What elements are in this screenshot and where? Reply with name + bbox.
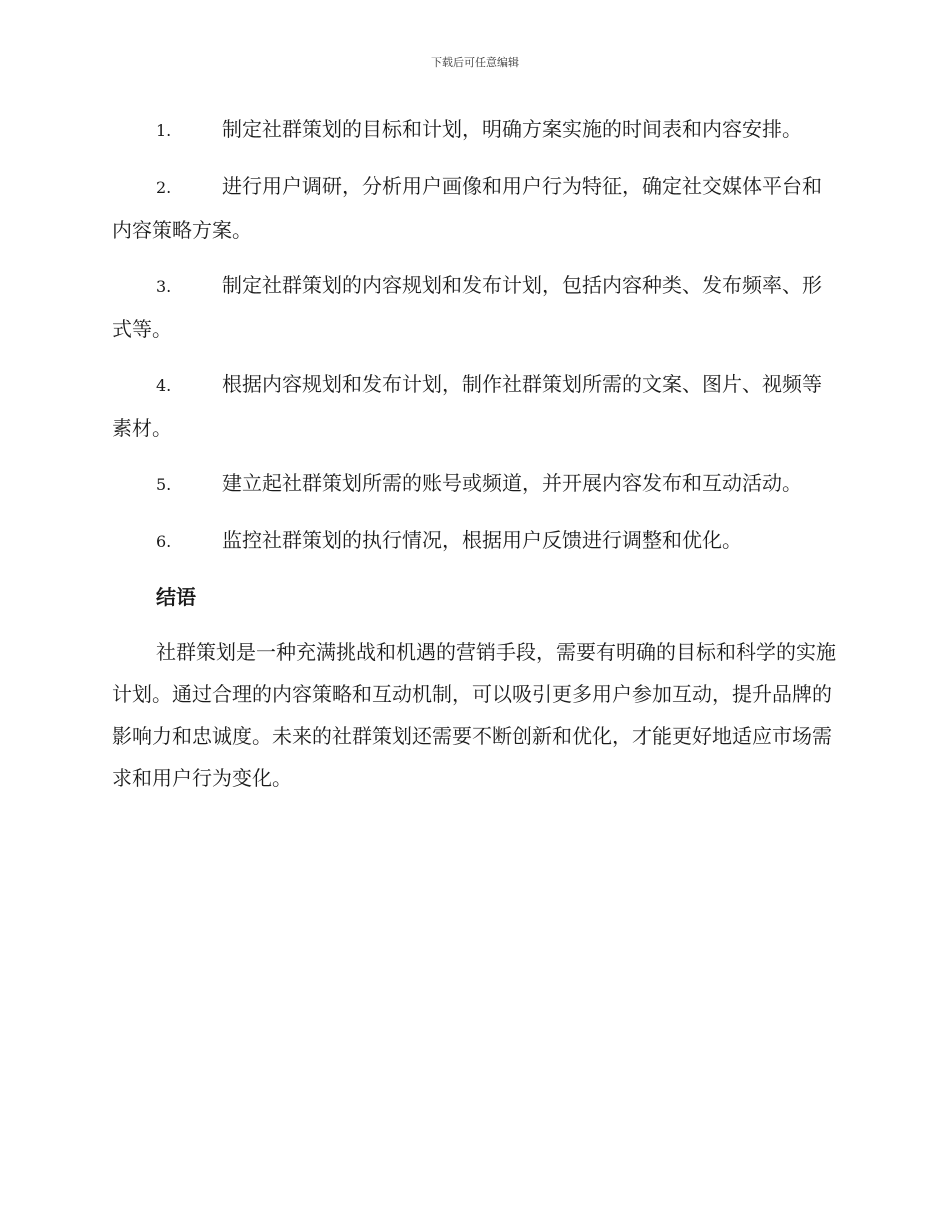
list-item <box>112 363 836 449</box>
document-body <box>112 108 836 799</box>
list-item-text: 根据内容规划和发布计划，制作社群策划所需的文案、图片、视频等素材。 <box>112 372 822 440</box>
list-item-text: 建立起社群策划所需的账号或频道，并开展内容发布和互动活动。 <box>222 471 802 495</box>
list-item-number: 3. <box>156 277 172 296</box>
list-item-text: 制定社群策划的目标和计划，明确方案实施的时间表和内容安排。 <box>222 117 802 141</box>
list-item-text: 监控社群策划的执行情况，根据用户反馈进行调整和优化。 <box>222 528 742 552</box>
list-item-number: 1. <box>156 121 172 140</box>
list-item <box>112 108 836 152</box>
list-item <box>112 519 836 563</box>
page-header: 下载后可任意编辑 <box>431 56 519 69</box>
list-item-text: 进行用户调研，分析用户画像和用户行为特征，确定社交媒体平台和内容策略方案。 <box>112 174 822 242</box>
list-item-text: 制定社群策划的内容规划和发布计划，包括内容种类、发布频率、形式等。 <box>112 273 822 341</box>
conclusion-paragraph: 社群策划是一种充满挑战和机遇的营销手段，需要有明确的目标和科学的实施计划。通过合理的内容策略和互动机制，可以吸引更多用户参加互动，提升品牌的影响力和忠诚度。未来的社群策划还需要不断创新和优化，才能更好地适应市场需求和用户行为变化。 <box>112 640 836 790</box>
list-item-number: 5. <box>156 475 172 494</box>
section-heading: 结语 <box>156 585 196 609</box>
list-item <box>112 462 836 506</box>
list-item-number: 4. <box>156 376 172 395</box>
list-item-number: 6. <box>156 532 172 551</box>
list-item <box>112 165 836 251</box>
list-item <box>112 264 836 350</box>
list-item-number: 2. <box>156 178 172 197</box>
